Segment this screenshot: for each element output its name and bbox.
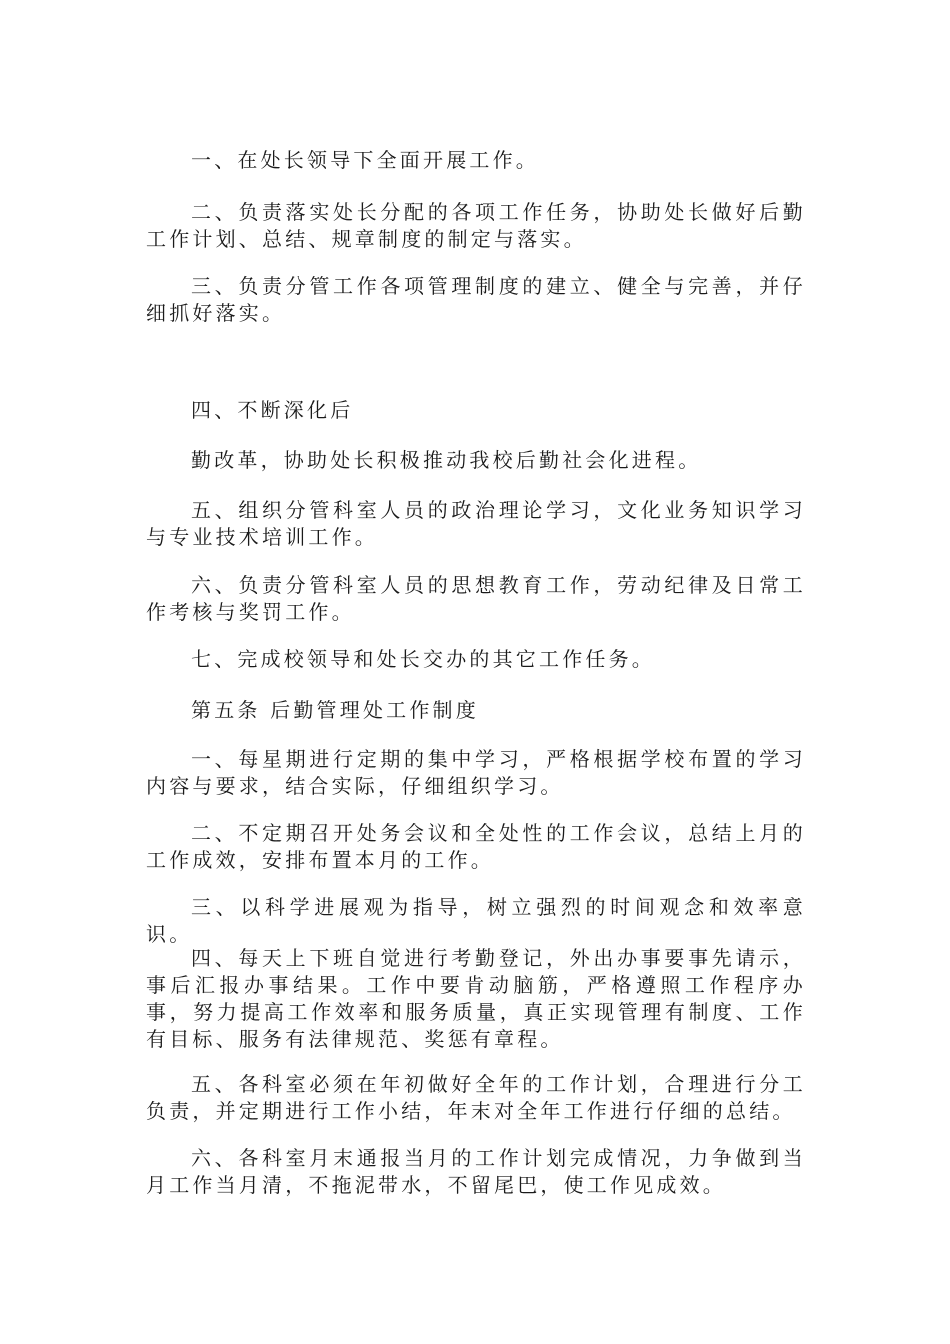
paragraph-1: 一、在处长领导下全面开展工作。: [191, 148, 539, 172]
paragraph-3: 三、负责分管工作各项管理制度的建立、健全与完善，并仔细抓好落实。: [146, 274, 806, 325]
paragraph-13: 五、各科室必须在年初做好全年的工作计划，合理进行分工负责，并定期进行工作小结，年末对全年工作进行仔细的总结。: [146, 1072, 806, 1123]
paragraph-11: 三、以科学进展观为指导，树立强烈的时间观念和效率意识。: [146, 895, 806, 946]
paragraph-7: 六、负责分管科室人员的思想教育工作，劳动纪律及日常工作考核与奖罚工作。: [146, 573, 806, 624]
paragraph-12: 四、每天上下班自觉进行考勤登记，外出办事要事先请示，事后汇报办事结果。工作中要肯动脑筋，严格遵照工作程序办事，努力提高工作效率和服务质量，真正实现管理有制度、工作有目标、服务有法律规范、奖惩有章程。: [146, 946, 806, 1051]
section-heading: 第五条 后勤管理处工作制度: [191, 698, 479, 722]
paragraph-14: 六、各科室月末通报当月的工作计划完成情况，力争做到当月工作当月清，不拖泥带水，不留尾巴，使工作见成效。: [146, 1146, 806, 1197]
paragraph-5: 勤改革，协助处长积极推动我校后勤社会化进程。: [191, 448, 702, 472]
paragraph-9: 一、每星期进行定期的集中学习，严格根据学校布置的学习内容与要求，结合实际，仔细组织学习。: [146, 747, 806, 798]
paragraph-10: 二、不定期召开处务会议和全处性的工作会议，总结上月的工作成效，安排布置本月的工作。: [146, 821, 806, 872]
paragraph-8: 七、完成校领导和处长交办的其它工作任务。: [191, 647, 655, 671]
paragraph-6: 五、组织分管科室人员的政治理论学习，文化业务知识学习与专业技术培训工作。: [146, 498, 806, 549]
paragraph-4: 四、不断深化后: [191, 398, 354, 422]
paragraph-2: 二、负责落实处长分配的各项工作任务，协助处长做好后勤工作计划、总结、规章制度的制定与落实。: [146, 200, 806, 251]
